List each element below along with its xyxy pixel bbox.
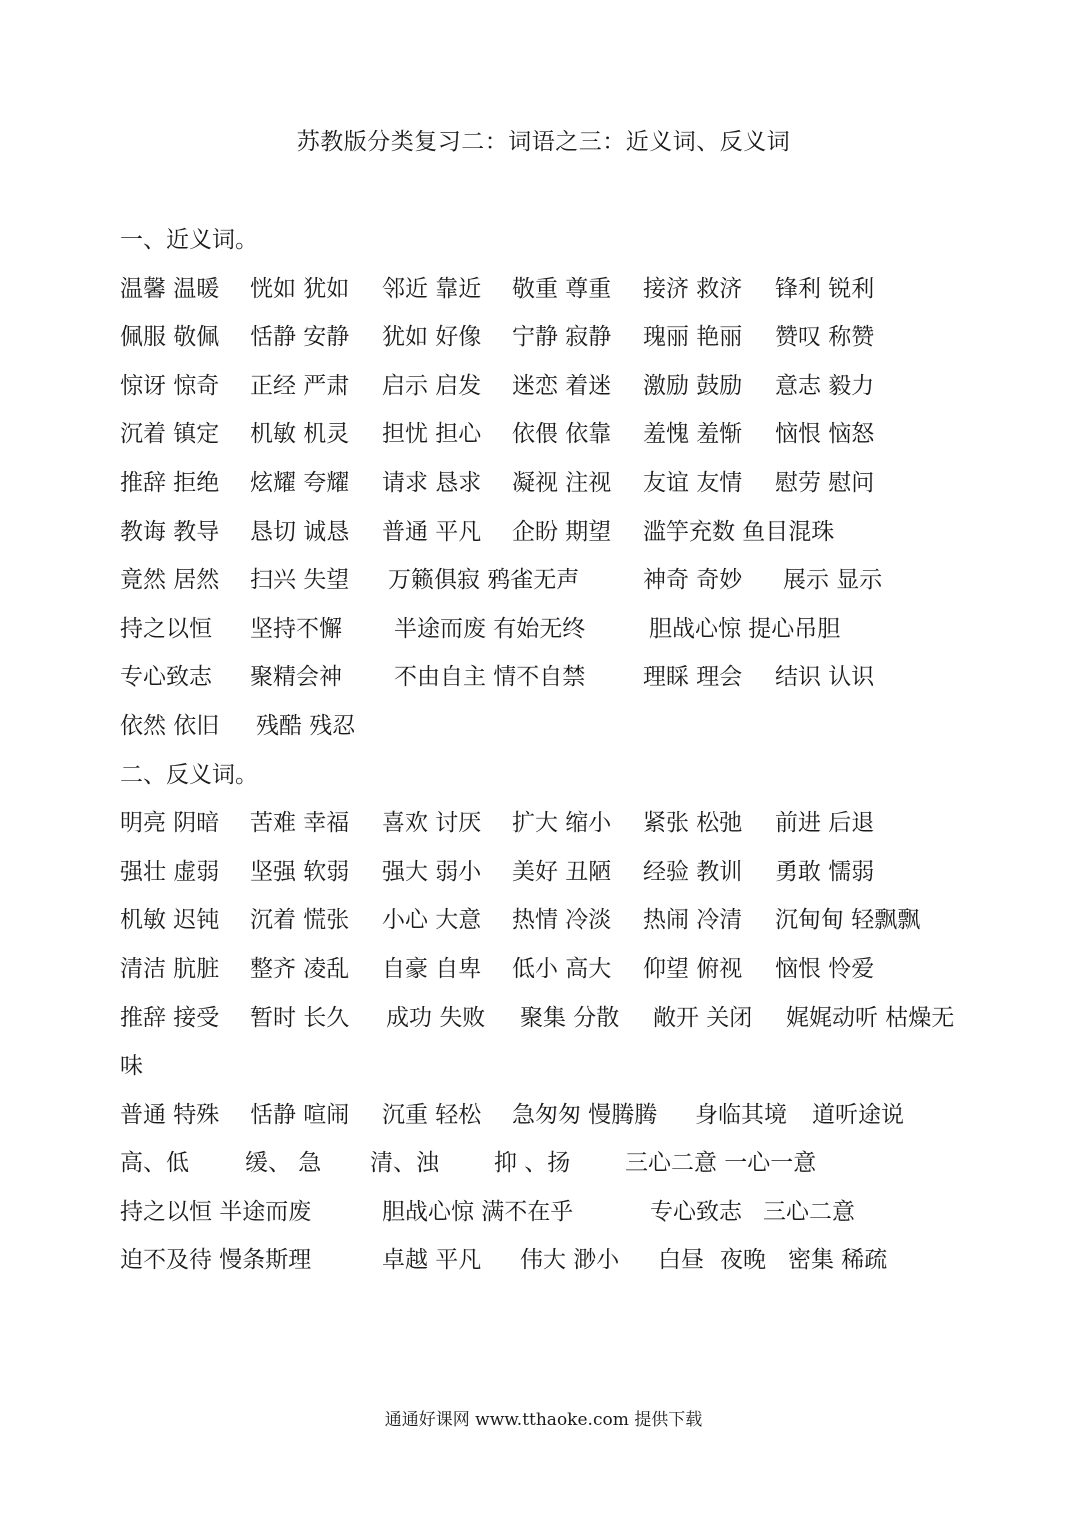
word-row bbox=[120, 661, 1000, 710]
word-pair: 卓越 平凡 bbox=[382, 1247, 482, 1274]
word-pair: 恳切 诚恳 bbox=[250, 518, 350, 545]
word-pair: 暂时 长久 bbox=[250, 1004, 350, 1031]
word-pair: 不由自主 情不自禁 bbox=[394, 664, 586, 691]
word-pair: 展示 显示 bbox=[783, 567, 883, 594]
word-pair: 经验 教训 bbox=[643, 858, 743, 885]
word-pair: 普通 平凡 bbox=[382, 518, 482, 545]
word-pair: 三心二意 bbox=[763, 1198, 855, 1225]
word-pair: 推辞 接受 bbox=[120, 1004, 220, 1031]
word-pair: 强壮 虚弱 bbox=[120, 858, 220, 885]
word-row bbox=[120, 564, 1000, 613]
word-pair: 娓娓动听 枯燥无 bbox=[786, 1004, 955, 1031]
word-pair: 清、浊 bbox=[370, 1150, 439, 1177]
word-pair: 胆战心惊 满不在乎 bbox=[382, 1198, 574, 1225]
word-pair: 抑 、扬 bbox=[494, 1150, 571, 1177]
word-pair: 普通 特殊 bbox=[120, 1101, 220, 1128]
word-pair: 热情 冷淡 bbox=[512, 907, 612, 934]
word-pair: 宁静 寂静 bbox=[512, 324, 612, 351]
word-pair: 恼恨 恼怒 bbox=[775, 421, 875, 448]
word-pair: 高、低 bbox=[120, 1150, 189, 1177]
word-row bbox=[120, 613, 1000, 662]
word-pair: 温馨 温暖 bbox=[120, 275, 220, 302]
word-row bbox=[120, 856, 1000, 905]
word-pair: 依偎 依靠 bbox=[512, 421, 612, 448]
word-pair: 整齐 凌乱 bbox=[250, 955, 350, 982]
word-pair: 小心 大意 bbox=[382, 907, 482, 934]
word-pair: 道听途说 bbox=[812, 1101, 904, 1128]
word-pair: 持之以恒 半途而废 bbox=[120, 1198, 312, 1225]
word-pair: 教诲 教导 bbox=[120, 518, 220, 545]
word-pair: 赞叹 称赞 bbox=[775, 324, 875, 351]
word-pair: 机敏 机灵 bbox=[250, 421, 350, 448]
word-row bbox=[120, 321, 1000, 370]
word-pair: 坚强 软弱 bbox=[250, 858, 350, 885]
word-pair: 缓、 急 bbox=[245, 1150, 322, 1177]
word-row bbox=[120, 1050, 1000, 1099]
word-pair: 凝视 注视 bbox=[512, 469, 612, 496]
word-pair: 清洁 肮脏 bbox=[120, 955, 220, 982]
word-row bbox=[120, 1147, 1000, 1196]
word-row bbox=[120, 1244, 1000, 1293]
word-pair: 担忧 担心 bbox=[382, 421, 482, 448]
word-pair: 喜欢 讨厌 bbox=[382, 810, 482, 837]
word-pair: 恬静 安静 bbox=[250, 324, 350, 351]
word-pair: 瑰丽 艳丽 bbox=[643, 324, 743, 351]
word-pair: 迷恋 着迷 bbox=[512, 372, 612, 399]
word-pair: 恍如 犹如 bbox=[250, 275, 350, 302]
word-pair: 激励 鼓励 bbox=[643, 372, 743, 399]
word-pair: 伟大 渺小 bbox=[520, 1247, 620, 1274]
word-pair: 锋利 锐利 bbox=[775, 275, 875, 302]
word-pair: 低小 高大 bbox=[512, 955, 612, 982]
word-pair: 苦难 幸福 bbox=[250, 810, 350, 837]
section-heading: 二、反义词。 bbox=[120, 761, 258, 788]
word-pair: 勇敢 懦弱 bbox=[775, 858, 875, 885]
section-heading: 一、近义词。 bbox=[120, 227, 258, 253]
word-pair: 专心致志 bbox=[120, 664, 212, 691]
word-pair: 佩服 敬佩 bbox=[120, 324, 220, 351]
section-heading-synonyms bbox=[120, 224, 1000, 273]
word-pair: 神奇 奇妙 bbox=[643, 567, 743, 594]
section-heading-antonyms bbox=[120, 759, 1000, 808]
word-pair: 坚持不懈 bbox=[250, 615, 342, 642]
word-pair: 万籁俱寂 鸦雀无声 bbox=[388, 567, 580, 594]
document-body bbox=[120, 224, 1000, 1293]
word-row bbox=[120, 370, 1000, 419]
word-pair: 正经 严肃 bbox=[250, 372, 350, 399]
word-pair: 热闹 冷清 bbox=[643, 907, 743, 934]
word-pair: 结识 认识 bbox=[775, 664, 875, 691]
word-pair: 专心致志 bbox=[650, 1198, 742, 1225]
word-pair: 仰望 俯视 bbox=[643, 955, 743, 982]
word-pair: 胆战心惊 提心吊胆 bbox=[649, 615, 841, 642]
word-pair: 白昼 bbox=[658, 1247, 704, 1274]
word-row bbox=[120, 418, 1000, 467]
word-pair: 强大 弱小 bbox=[382, 858, 482, 885]
word-pair: 迫不及待 慢条斯理 bbox=[120, 1247, 312, 1274]
word-pair: 恼恨 怜爱 bbox=[775, 955, 875, 982]
word-row bbox=[120, 516, 1000, 565]
word-pair: 沉甸甸 轻飘飘 bbox=[775, 907, 921, 934]
word-pair: 急匆匆 慢腾腾 bbox=[512, 1101, 658, 1128]
word-row bbox=[120, 1002, 1000, 1051]
word-pair: 沉着 慌张 bbox=[250, 907, 350, 934]
word-row bbox=[120, 1196, 1000, 1245]
word-pair: 慰劳 慰问 bbox=[775, 469, 875, 496]
word-pair: 残酷 残忍 bbox=[256, 712, 356, 739]
word-row bbox=[120, 807, 1000, 856]
word-row bbox=[120, 904, 1000, 953]
word-pair: 意志 毅力 bbox=[775, 372, 875, 399]
page-footer: 通通好课网 www.tthaoke.com 提供下载 bbox=[384, 1410, 703, 1430]
word-pair: 前进 后退 bbox=[775, 810, 875, 837]
word-pair: 明亮 阴暗 bbox=[120, 810, 220, 837]
word-row bbox=[120, 953, 1000, 1002]
word-pair: 竟然 居然 bbox=[120, 567, 220, 594]
word-pair: 依然 依旧 bbox=[120, 712, 220, 739]
word-pair: 聚集 分散 bbox=[520, 1004, 620, 1031]
word-pair: 滥竽充数 鱼目混珠 bbox=[643, 518, 835, 545]
word-pair: 羞愧 羞惭 bbox=[643, 421, 743, 448]
word-pair: 接济 救济 bbox=[643, 275, 743, 302]
word-pair: 沉着 镇定 bbox=[120, 421, 220, 448]
word-pair: 理睬 理会 bbox=[643, 664, 743, 691]
word-pair: 敞开 关闭 bbox=[653, 1004, 753, 1031]
word-pair: 启示 启发 bbox=[382, 372, 482, 399]
word-pair: 紧张 松弛 bbox=[643, 810, 743, 837]
word-row bbox=[120, 1099, 1000, 1148]
word-pair: 犹如 好像 bbox=[382, 324, 482, 351]
word-pair: 聚精会神 bbox=[250, 664, 342, 691]
word-pair: 美好 丑陋 bbox=[512, 858, 612, 885]
word-pair: 邻近 靠近 bbox=[382, 275, 482, 302]
word-pair: 恬静 喧闹 bbox=[250, 1101, 350, 1128]
word-pair: 成功 失败 bbox=[386, 1004, 486, 1031]
word-row bbox=[120, 710, 1000, 759]
word-pair: 企盼 期望 bbox=[512, 518, 612, 545]
word-pair: 夜晚 bbox=[720, 1247, 766, 1274]
word-pair: 友谊 友情 bbox=[643, 469, 743, 496]
word-pair: 扫兴 失望 bbox=[250, 567, 350, 594]
word-row bbox=[120, 273, 1000, 322]
word-pair: 敬重 尊重 bbox=[512, 275, 612, 302]
word-pair: 沉重 轻松 bbox=[382, 1101, 482, 1128]
word-pair: 三心二意 一心一意 bbox=[625, 1150, 817, 1177]
word-pair: 机敏 迟钝 bbox=[120, 907, 220, 934]
word-pair: 炫耀 夸耀 bbox=[250, 469, 350, 496]
word-pair: 推辞 拒绝 bbox=[120, 469, 220, 496]
page-title: 苏教版分类复习二：词语之三：近义词、反义词 bbox=[296, 129, 791, 155]
word-pair: 密集 稀疏 bbox=[788, 1247, 888, 1274]
word-row bbox=[120, 467, 1000, 516]
word-pair: 请求 恳求 bbox=[382, 469, 482, 496]
word-pair: 持之以恒 bbox=[120, 615, 212, 642]
word-pair: 身临其境 bbox=[695, 1101, 787, 1128]
word-pair: 惊讶 惊奇 bbox=[120, 372, 220, 399]
word-pair: 味 bbox=[120, 1053, 143, 1080]
word-pair: 半途而废 有始无终 bbox=[394, 615, 586, 642]
word-pair: 扩大 缩小 bbox=[512, 810, 612, 837]
word-pair: 自豪 自卑 bbox=[382, 955, 482, 982]
